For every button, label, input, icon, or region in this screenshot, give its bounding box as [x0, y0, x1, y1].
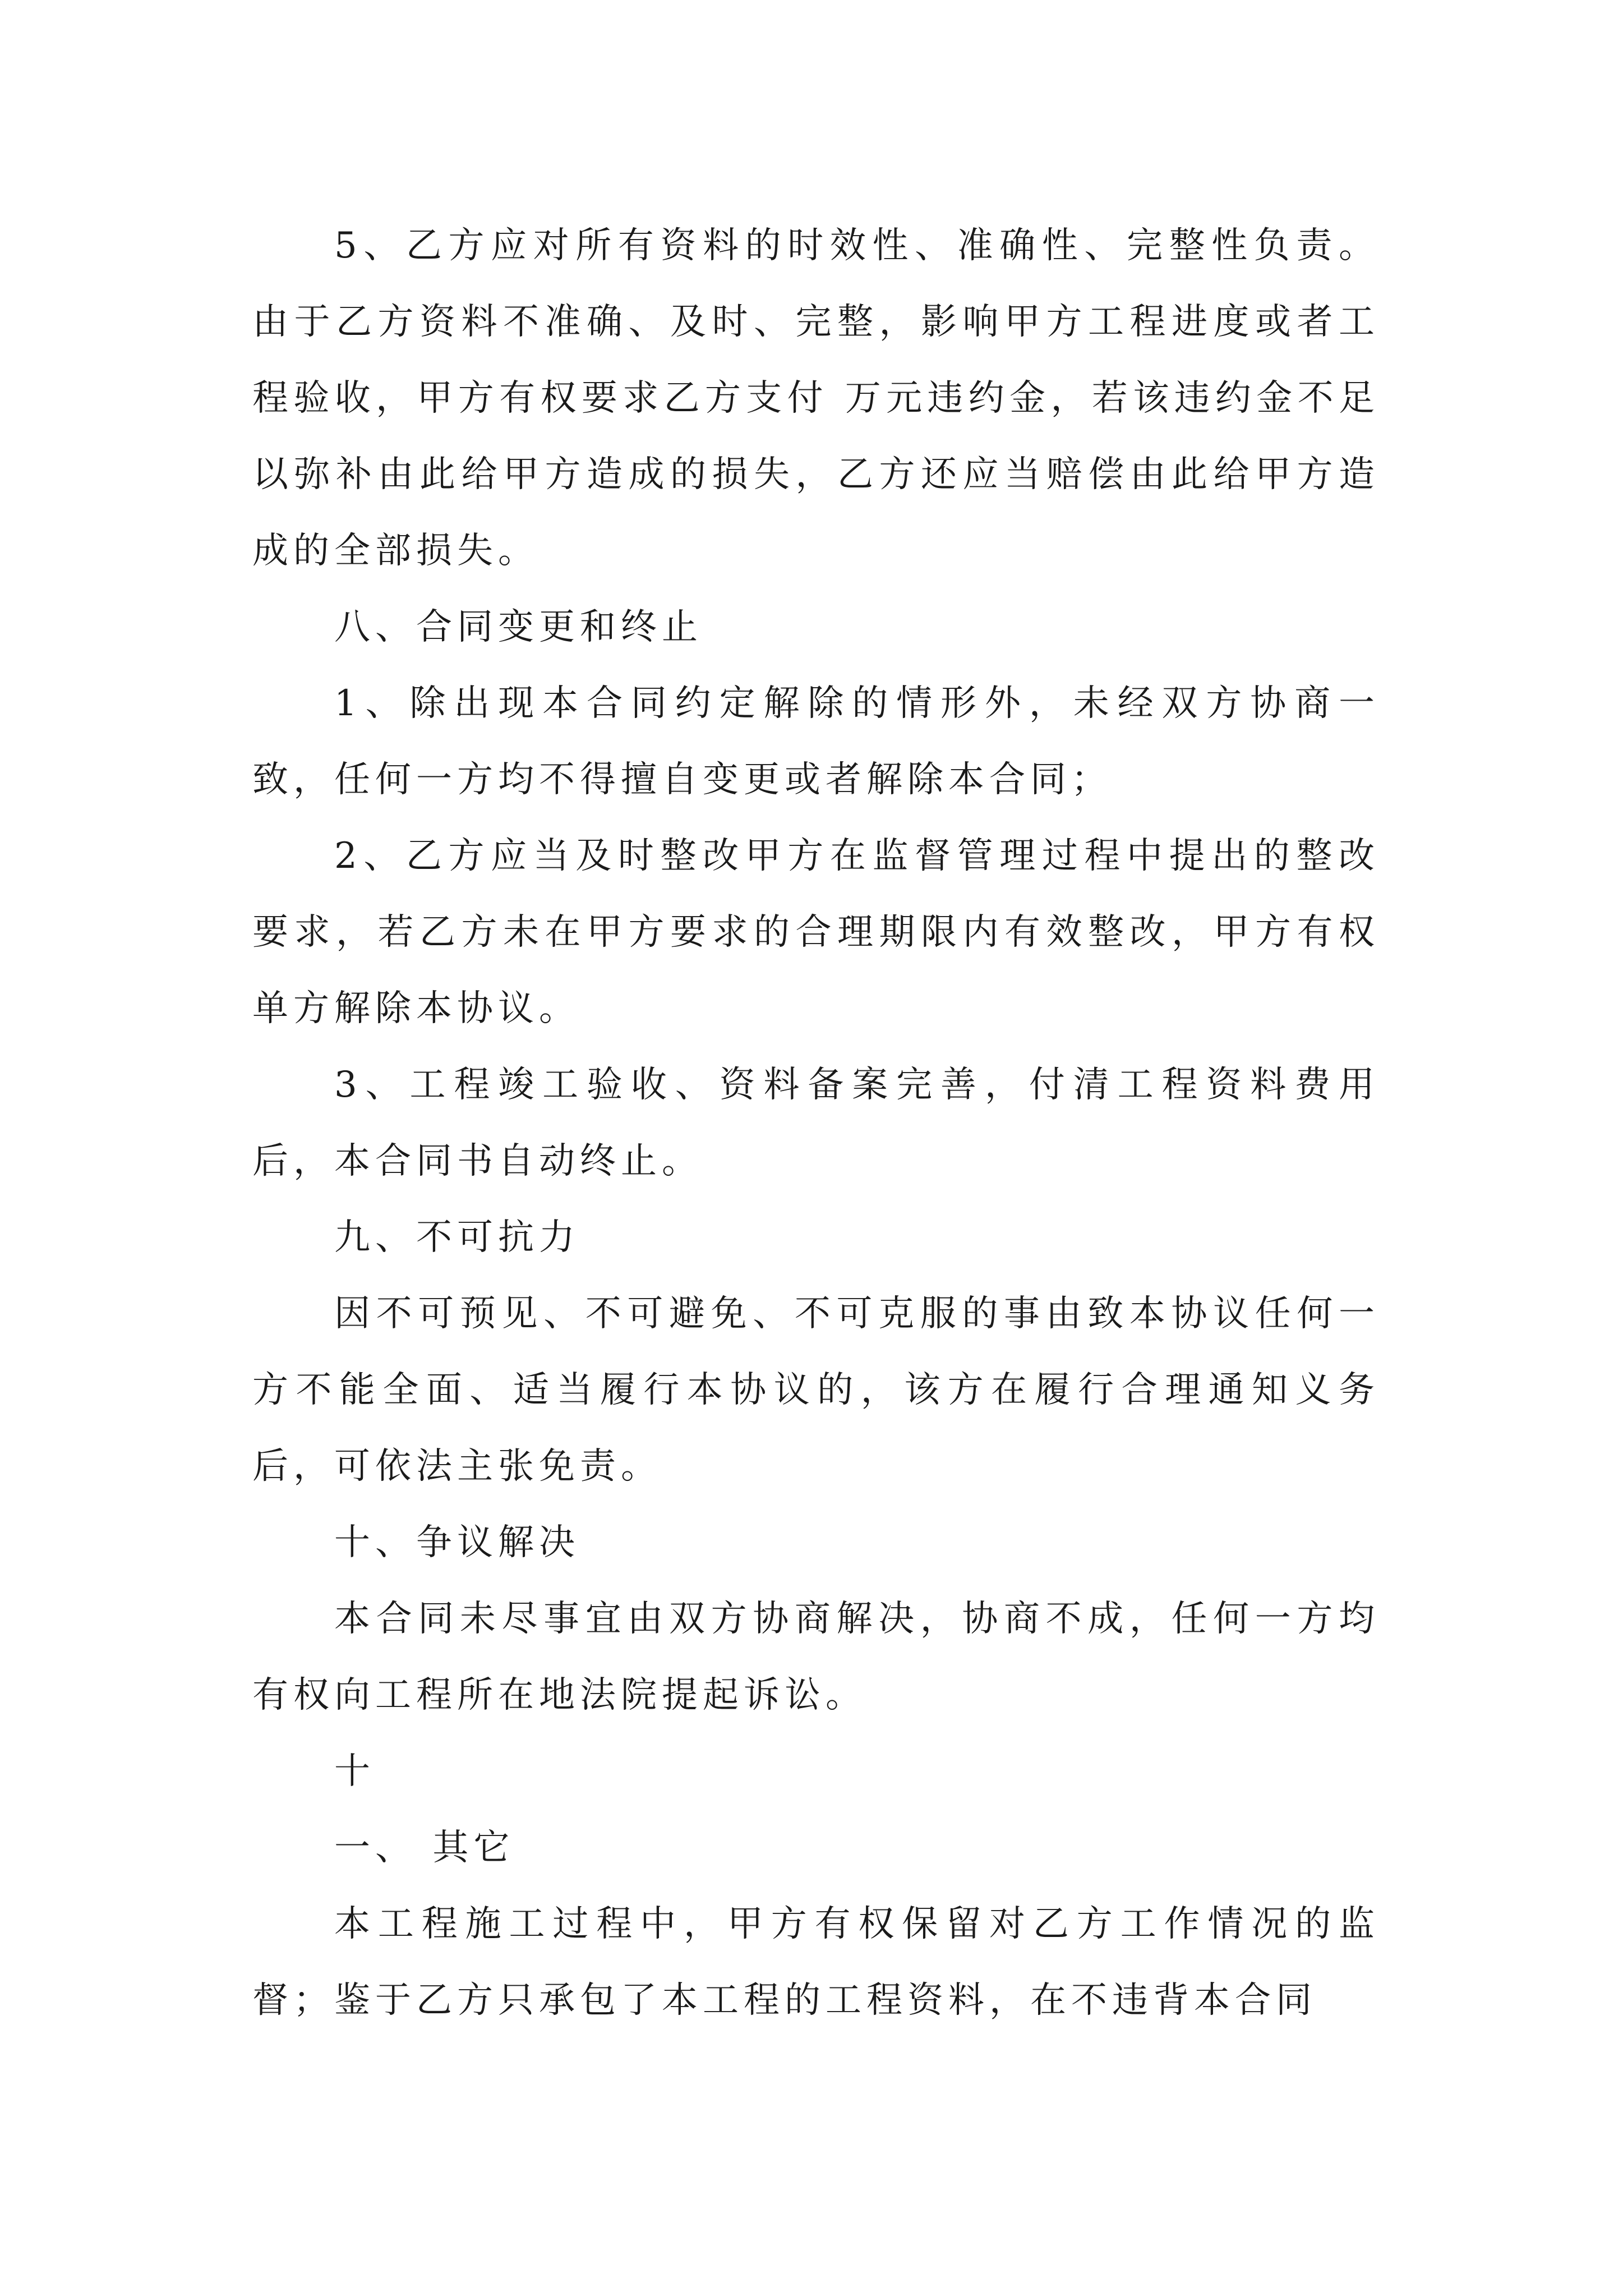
other-terms-paragraph: 本工程施工过程中，甲方有权保留对乙方工作情况的监督；鉴于乙方只承包了本工程的工程资料，在不违背本合同	[252, 1903, 1380, 2021]
clause-8-2-paragraph: 2、乙方应当及时整改甲方在监督管理过程中提出的整改要求，若乙方未在甲方要求的合理期限内有效整改，甲方有权单方解除本协议。	[252, 835, 1380, 1029]
dispute-resolution-paragraph: 本合同未尽事宜由双方协商解决，协商不成，任何一方均有权向工程所在地法院提起诉讼。	[252, 1598, 1380, 1716]
document-body	[252, 208, 1380, 2039]
section-heading-11-part1: 十	[334, 1751, 375, 1792]
clause-8-1-paragraph: 1、除出现本合同约定解除的情形外，未经双方协商一致，任何一方均不得擅自变更或者解除本合同；	[252, 683, 1380, 800]
clause-8-3-paragraph: 3、工程竣工验收、资料备案完善，付清工程资料费用后，本合同书自动终止。	[252, 1064, 1380, 1182]
force-majeure-paragraph: 因不可预见、不可避免、不可克服的事由致本协议任何一方不能全面、适当履行本协议的，该方在履行合理通知义务后，可依法主张免责。	[252, 1293, 1380, 1487]
clause-7-5-paragraph: 5、乙方应对所有资料的时效性、准确性、完整性负责。由于乙方资料不准确、及时、完整，影响甲方工程进度或者工程验收，甲方有权要求乙方支付 万元违约金，若该违约金不足以弥补由此给甲方造成的损失，乙方还应当赔偿由此给甲方造成的全部损失。	[252, 225, 1380, 572]
section-heading-10: 十、争议解决	[334, 1522, 580, 1563]
section-heading-8: 八、合同变更和终止	[334, 606, 703, 648]
section-heading-9: 九、不可抗力	[334, 1217, 580, 1258]
section-heading-11-part2: 一、 其它	[334, 1827, 515, 1869]
